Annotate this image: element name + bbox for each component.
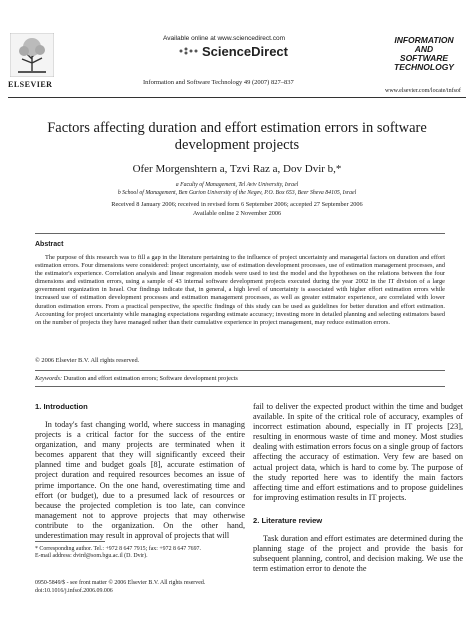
section-heading-literature: 2. Literature review — [253, 516, 323, 525]
journal-logo-line: INFORMATION — [394, 35, 454, 45]
abstract-rule-top — [35, 233, 445, 234]
affiliation-b: b School of Management, Ben Gurion University of the Negev, P.O. Box 653, Beer Sheva 84105, Israel — [117, 190, 357, 196]
email-line[interactable]: E-mail address: dvird@som.bgu.ac.il (D. Dvir). — [35, 553, 148, 559]
sciencedirect-logo-icon — [178, 46, 200, 56]
right-column-paragraph — [253, 402, 463, 503]
journal-logo-line: AND — [414, 44, 434, 54]
author-list: Ofer Morgenshtern a, Tzvi Raz a, Dov Dvir b,* — [132, 163, 342, 175]
abstract-copyright: © 2006 Elsevier B.V. All rights reserved. — [35, 357, 140, 364]
footnote — [35, 546, 201, 560]
paragraph-text: In today's fast changing world, where success in managing projects is a critical factor for the success of the entire organization, and many projects are terminated when it becomes apparent that they will significantly exceed their planned time and budget goals [8], accurate estimation of project duration and required resources becomes an issue of prime importance. On the one hand, overestimating time and effort (or budget), due to a presumed lack of resources or because the projected completion is too late, can convince management not to approve projects that may otherwise contribute to the organization. On the other hand, underestimation may result in approval of projects that will — [35, 420, 245, 541]
elsevier-tree-logo — [10, 33, 54, 77]
keywords-rule-bottom — [35, 386, 445, 387]
abstract-text: The purpose of this research was to fill a gap in the literature pertaining to the influence of project uncertainty and managerial factors on duration and effort estimation errors. Four dimensions were considered: project uncertainty, use of estimation development processes, use of estimation management processes, and the estimator's experience. Correlation analysis and linear regression models were used to test the model and the hypotheses on the relations between the four dimensions and estimation errors, using a sample of 43 internal software development projects executed during the year 2002 in the IT division of a large government organization in Israel. Our findings indicate that, in general, a high level of uncertainty is associated with higher effort estimation errors while increased use of estimation development processes and estimation management processes, as well as greater estimator experience, are correlated with lower duration estimation errors. From a practical perspective, the specific findings of this study can be used as guidelines for better duration and effort estimation. Accounting for project uncertainty while managing expectations regarding estimate accuracy; investing more in detailed planning and selecting estimators based on the number of projects they have managed rather than their cumulative experience in project management, may reduce estimation errors. — [35, 254, 445, 326]
abstract-heading: Abstract — [35, 241, 64, 248]
journal-logo-line: TECHNOLOGY — [394, 62, 454, 72]
keywords-rule — [35, 370, 445, 371]
introduction-paragraph — [35, 420, 245, 541]
literature-paragraph — [253, 534, 463, 574]
article-title: Factors affecting duration and effort estimation errors in software development projects — [47, 120, 427, 153]
paragraph-text: Task duration and effort estimates are determined during the planning stage of the project and provide the basis for subsequent planning, control, and decision making. We use the term estimation error to denote the — [253, 534, 463, 574]
keywords-label: Keywords: — [35, 375, 63, 382]
keywords — [35, 375, 238, 382]
doi-line[interactable]: doi:10.1016/j.infsof.2006.09.006 — [35, 587, 113, 594]
affiliation-a: a Faculty of Management, Tel Aviv University, Israel — [175, 182, 299, 188]
imprint — [35, 580, 205, 595]
journal-reference: Information and Software Technology 49 (2007) 827–837 — [143, 79, 294, 86]
header-rule — [8, 97, 466, 98]
section-heading-introduction: 1. Introduction — [35, 402, 88, 411]
sciencedirect-brand: ScienceDirect — [202, 44, 288, 59]
received-dates: Received 8 January 2006; received in revised form 6 September 2006; accepted 27 September 2006 — [111, 201, 363, 208]
available-online: Available online at www.sciencedirect.com — [163, 35, 285, 42]
paragraph-text: fail to deliver the expected product within the time and budget available. In spite of the critical role of accuracy, examples of incorrect estimation abound, especially in IT projects [23], resulting in enormous waste of time and money. Most studies dealing with estimation errors focus on a single group of factors affecting the accuracy of estimation. Very few are based on actual project data, which is hard to come by. The purpose of the study reported here was to identify the main factors affecting time and effort estimations and to propose guidelines for improving estimation results in IT projects. — [253, 402, 463, 502]
corresponding-author: * Corresponding author. Tel.: +972 8 647 7915; fax: +972 8 647 7697. — [35, 546, 201, 552]
imprint-line: 0950-5849/$ - see front matter © 2006 Elsevier B.V. All rights reserved. — [35, 580, 206, 586]
publisher-name: ELSEVIER — [8, 80, 53, 89]
journal-url[interactable]: www.elsevier.com/locate/infsof — [385, 88, 461, 94]
footnote-rule — [35, 541, 105, 542]
keywords-text: Duration and effort estimation errors; Software development projects — [63, 375, 238, 382]
available-date: Available online 2 November 2006 — [192, 210, 282, 217]
journal-logo-line: SOFTWARE — [399, 53, 449, 63]
journal-logo — [381, 36, 467, 72]
